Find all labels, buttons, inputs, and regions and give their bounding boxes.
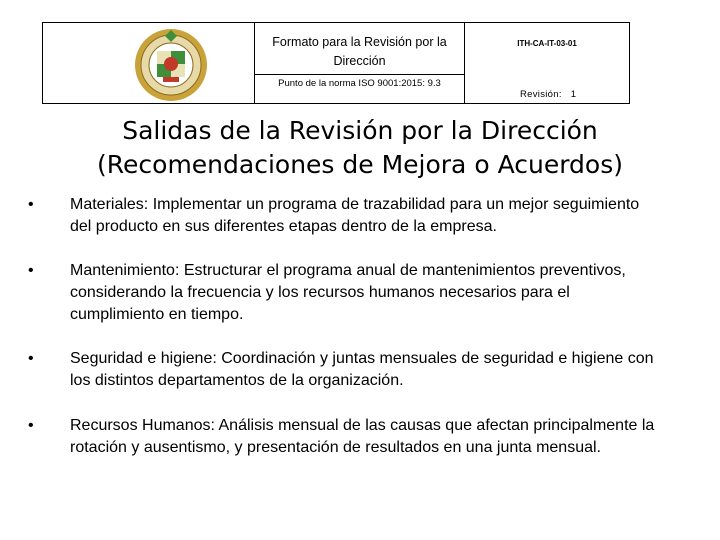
list-item-mantenimiento: • Mantenimiento: Estructurar el programa anual de mantenimientos preventivos, considerando la frecuencia y los recursos humanos necesarios para el cumplimiento en tiempo. [28,260,658,326]
document-code: ITH-CA-IT-03-01 [517,39,577,48]
title-line-1: Salidas de la Revisión por la Dirección [122,116,598,145]
revision-value: 1 [570,89,577,100]
list-item-recursos-humanos: • Recursos Humanos: Análisis mensual de las causas que afectan principalmente la rotación y ausentismo, y presentación de resultados en una junta mensual. [28,415,658,459]
norm-point: Punto de la norma ISO 9001:2015: 9.3 [278,78,441,89]
list-item-materiales: • Materiales: Implementar un programa de trazabilidad para un mejor seguimiento del producto en sus diferentes etapas dentro de la empresa. [28,194,658,238]
page-title [0,114,720,182]
title-line-2: (Recomendaciones de Mejora o Acuerdos) [97,150,623,179]
institutional-seal-icon [133,27,209,103]
form-title: Formato para la Revisión por la Dirección [255,23,464,75]
logo-cell [43,23,255,103]
revision-info [520,89,576,100]
list-item-seguridad: • Seguridad e higiene: Coordinación y juntas mensuales de seguridad e higiene con los distintos departamentos de la organización. [28,348,658,392]
header-center-cell [255,23,465,103]
header-right-cell [465,23,629,103]
document-header [42,22,630,104]
recommendations-list [28,194,658,459]
revision-label: Revisión: [520,89,562,100]
